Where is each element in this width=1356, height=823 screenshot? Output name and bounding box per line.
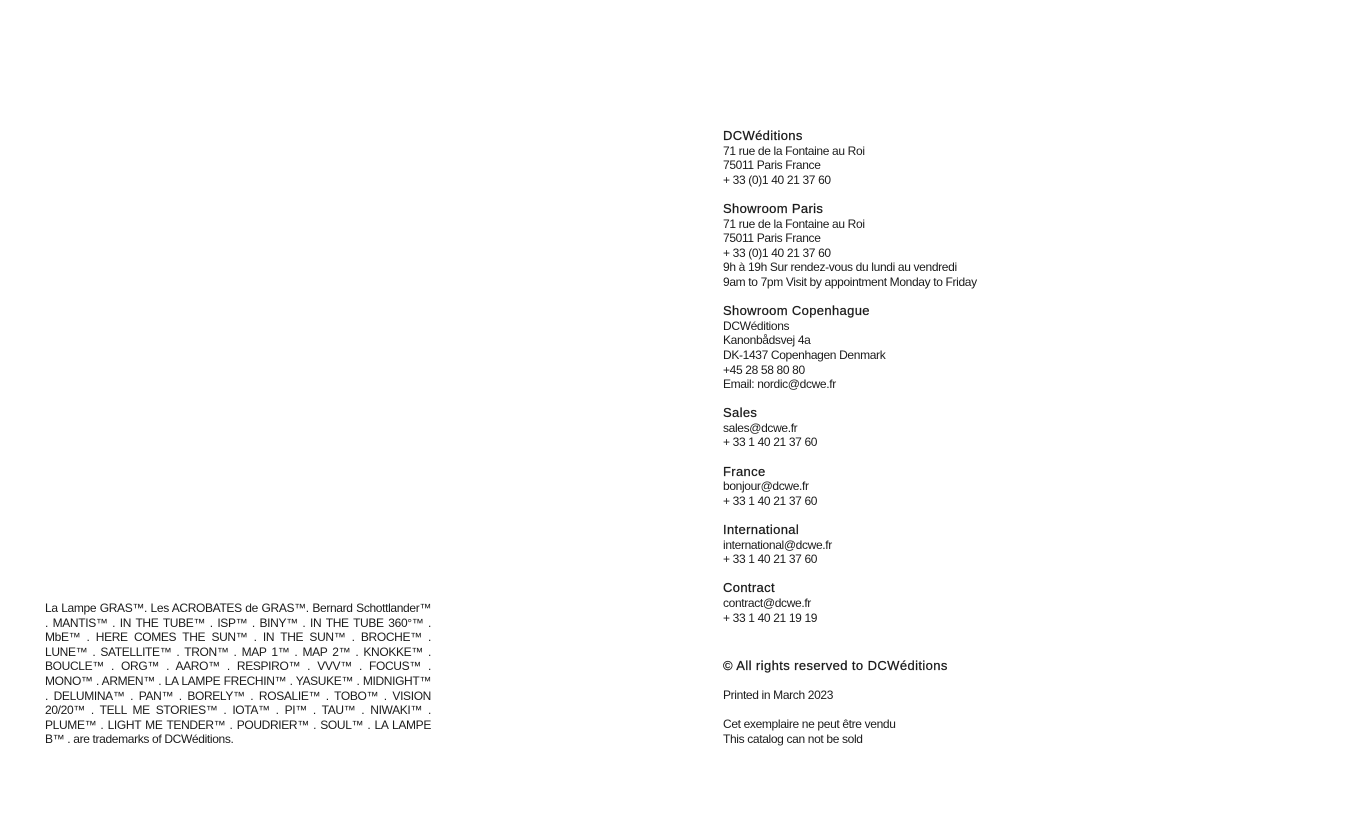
rights-section: [723, 659, 1083, 747]
contact-block-dcweditions: [723, 129, 1083, 187]
phone-line: +45 28 58 80 80: [723, 362, 805, 377]
contact-directory: [723, 129, 1083, 640]
phone-line: + 33 1 40 21 37 60: [723, 435, 818, 450]
email-line: Email: nordic@dcwe.fr: [723, 377, 836, 392]
not-for-sale-notice-fr: Cet exemplaire ne peut être vendu: [723, 717, 896, 732]
email-line: international@dcwe.fr: [723, 537, 832, 552]
contact-block-title: Contract: [723, 580, 775, 596]
copyright-notice: © All rights reserved to DCWéditions: [723, 658, 948, 673]
not-for-sale-notice-en: This catalog can not be sold: [723, 731, 863, 746]
contact-block-title: France: [723, 463, 766, 479]
contact-block-title: Sales: [723, 405, 758, 421]
hours-line-en: 9am to 7pm Visit by appointment Monday to Friday: [723, 274, 977, 289]
trademarks-paragraph: La Lampe GRAS™. Les ACROBATES de GRAS™. Bernard Schottlander™ . MANTIS™ . IN THE TUBE™ . ISP™ . BINY™ . IN THE TUBE 360°™ . MbE™ . HERE COMES THE SUN™ . IN THE SUN™ . BROCHE™ . LUNE™ . SATELLITE™ . TRON™ . MAP 1™ . MAP 2™ . KNOKKE™ . BOUCLE™ . ORG™ . AARO™ . RESPIRO™ . VVV™ . FOCUS™ . MONO™ . ARMEN™ . LA LAMPE FRECHIN™ . YASUKE™ . MIDNIGHT™ . DELUMINA™ . PAN™ . BORELY™ . ROSALIE™ . TOBO™ . VISION 20/20™ . TELL ME STORIES™ . IOTA™ . PI™ . TAU™ . NIWAKI™ . PLUME™ . LIGHT ME TENDER™ . POUDRIER™ . SOUL™ . LA LAMPE B™ . are trademarks of DCWéditions.: [45, 601, 431, 747]
hours-line-fr: 9h à 19h Sur rendez-vous du lundi au vendredi: [723, 260, 957, 275]
contact-block-france: [723, 465, 1083, 509]
phone-line: + 33 (0)1 40 21 37 60: [723, 245, 831, 260]
contact-block-international: [723, 523, 1083, 567]
email-line: bonjour@dcwe.fr: [723, 479, 809, 494]
contact-block-showroom-paris: [723, 202, 1083, 290]
contact-block-title: Showroom Copenhague: [723, 303, 870, 319]
address-line: 71 rue de la Fontaine au Roi: [723, 216, 865, 231]
email-line: contract@dcwe.fr: [723, 596, 811, 610]
phone-line: + 33 1 40 21 19 19: [723, 610, 818, 625]
contact-block-title: International: [723, 522, 800, 538]
contact-block-title: DCWéditions: [723, 128, 803, 143]
address-line: 71 rue de la Fontaine au Roi: [723, 143, 865, 158]
contact-block-showroom-copenhague: [723, 304, 1083, 392]
city-line: 75011 Paris France: [723, 231, 821, 246]
phone-line: + 33 1 40 21 37 60: [723, 552, 818, 567]
contact-block-contract: [723, 581, 1083, 625]
phone-line: + 33 1 40 21 37 60: [723, 493, 818, 508]
email-line: sales@dcwe.fr: [723, 420, 798, 435]
print-date: Printed in March 2023: [723, 688, 834, 703]
city-line: 75011 Paris France: [723, 158, 821, 173]
company-line: DCWéditions: [723, 318, 790, 333]
contact-block-title: Showroom Paris: [723, 200, 824, 216]
city-line: DK-1437 Copenhagen Denmark: [723, 347, 886, 362]
contact-block-sales: [723, 406, 1083, 450]
phone-line: + 33 (0)1 40 21 37 60: [723, 172, 831, 187]
address-line: Kanonbådsvej 4a: [723, 333, 811, 348]
